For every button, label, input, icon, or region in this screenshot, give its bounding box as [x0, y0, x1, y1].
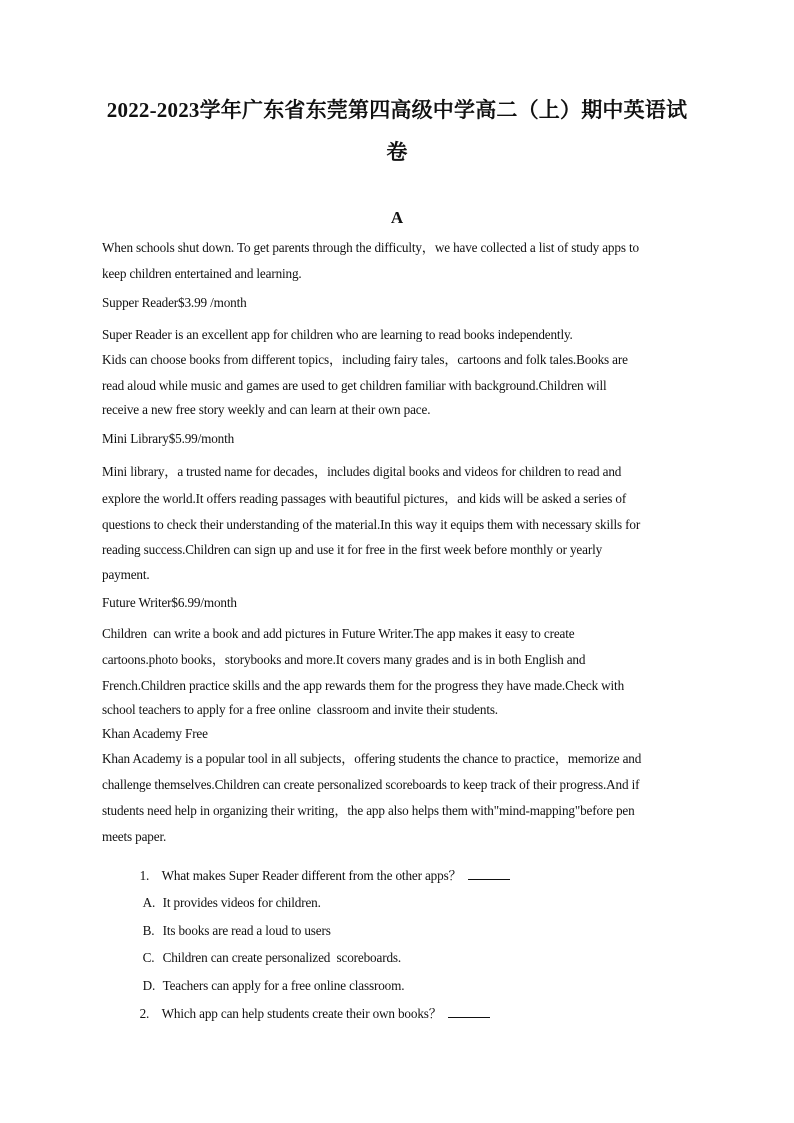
question-text: Which app can help students create their own books？	[161, 1006, 442, 1022]
exam-title-line-1: 2022-2023学年广东省东莞第四高级中学高二（上）期中英语试	[106, 98, 688, 122]
passage-line: reading success.Children can sign up and use it for free in the first week before monthly or yearly	[102, 542, 603, 557]
passage-line: cartoons.photo books，storybooks and more.It covers many grades and is in both English and	[102, 652, 586, 667]
passage-line: When schools shut down. To get parents through the difficulty，we have collected a list of study apps to	[102, 240, 639, 255]
app-heading-super-reader: Supper Reader$3.99 /month	[102, 295, 247, 310]
question-number: 1.	[139, 868, 150, 884]
question-text: What makes Super Reader different from the other apps？	[161, 868, 462, 884]
passage-line: read aloud while music and games are used to get children familiar with background.Children will	[102, 378, 607, 393]
passage-line: Super Reader is an excellent app for children who are learning to read books independently.	[102, 327, 573, 342]
option-text: It provides videos for children.	[162, 895, 321, 911]
passage-line: French.Children practice skills and the app rewards them for the progress they have made.Check with	[102, 678, 625, 693]
question-number: 2.	[139, 1006, 150, 1022]
question-2	[127, 993, 490, 1034]
answer-blank[interactable]	[448, 1006, 490, 1018]
option-label: D.	[142, 978, 156, 994]
app-heading-khan-academy: Khan Academy Free	[102, 726, 208, 741]
option-label: A.	[142, 895, 156, 911]
app-heading-mini-library: Mini Library$5.99/month	[102, 431, 235, 446]
section-heading: A	[390, 208, 404, 227]
passage-line: receive a new free story weekly and can learn at their own pace.	[102, 402, 431, 417]
passage-line: Mini library，a trusted name for decades，includes digital books and videos for children to read and	[102, 464, 622, 479]
option-text: Teachers can apply for a free online classroom.	[162, 978, 405, 994]
passage-line: school teachers to apply for a free online classroom and invite their students.	[102, 702, 498, 717]
option-text: Children can create personalized scoreboards.	[162, 950, 402, 966]
passage-line: Khan Academy is a popular tool in all subjects，offering students the chance to practice，memorize and	[102, 751, 642, 766]
passage-line: meets paper.	[102, 829, 167, 844]
passage-line: Kids can choose books from different topics，including fairy tales，cartoons and folk tales.Books are	[102, 352, 628, 367]
app-heading-future-writer: Future Writer$6.99/month	[102, 595, 237, 610]
option-label: C.	[142, 950, 155, 966]
passage-line: students need help in organizing their writing，the app also helps them with"mind-mapping"before pen	[102, 803, 635, 818]
passage-line: questions to check their understanding of the material.In this way it equips them with necessary skills for	[102, 517, 641, 532]
option-label: B.	[142, 923, 155, 939]
passage-line: explore the world.It offers reading passages with beautiful pictures，and kids will be asked a series of	[102, 491, 627, 506]
exam-title-line-2: 卷	[386, 140, 408, 164]
passage-line: keep children entertained and learning.	[102, 266, 302, 281]
passage-line: challenge themselves.Children can create personalized scoreboards to keep track of their progress.And if	[102, 777, 640, 792]
answer-blank[interactable]	[468, 868, 510, 880]
option-text: Its books are read a loud to users	[162, 923, 331, 939]
passage-line: Children can write a book and add pictures in Future Writer.The app makes it easy to create	[102, 626, 575, 641]
passage-line: payment.	[102, 567, 150, 582]
